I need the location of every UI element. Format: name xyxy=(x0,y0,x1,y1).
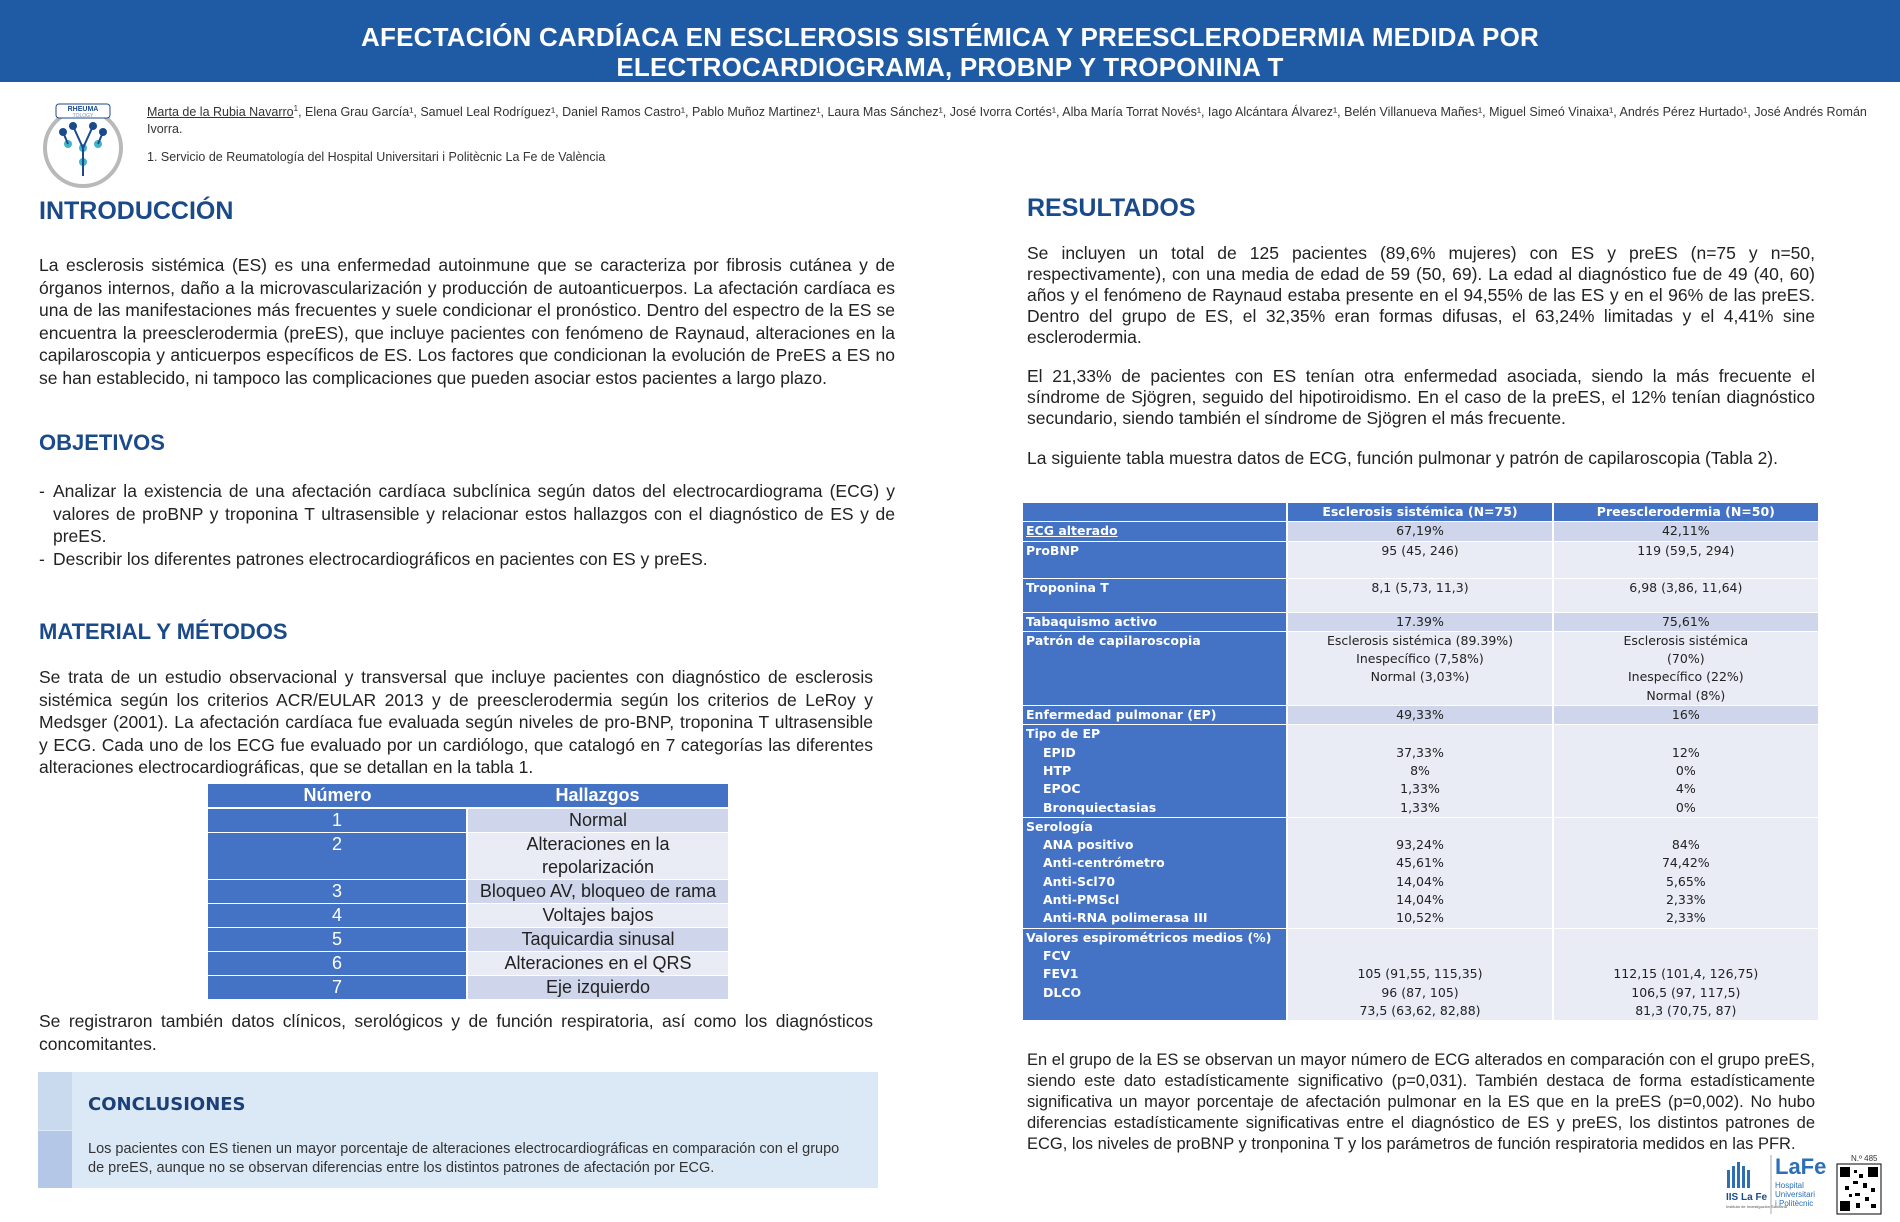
table2-label: Troponina T xyxy=(1023,578,1287,612)
table-2 xyxy=(1023,503,1818,1021)
table2-cell: 49,33% xyxy=(1287,706,1552,725)
results-paragraph-4: En el grupo de la ES se observan un mayor número de ECG alterados en comparación con el grupo preES, siendo este dato estadísticamente significativo (p=0,031). También destaca de forma estadísticamente significativa un mayor porcentaje de afectación pulmonar en la ES que en la preES (p=0,002). No hubo diferencias estadísticamente significativas entre el diagnóstico de ES y preES, los distintos patrones de ECG, los niveles de proBNP y tronponina T y los parámetros de función respiratoria medidos en las PFR. xyxy=(1027,1051,1815,1153)
conclusions-strip xyxy=(38,1131,72,1188)
serologia-sub: ANA positivo xyxy=(1043,837,1134,853)
table2-label: Tabaquismo activo xyxy=(1023,612,1287,631)
table2-cell: 119 (59,5, 294) xyxy=(1553,541,1818,578)
serologia-es: 14,04% xyxy=(1396,873,1444,889)
tipo-ep-sub: EPOC xyxy=(1043,781,1081,797)
table1-num: 1 xyxy=(208,808,467,833)
lafe-sub2: Universitari xyxy=(1775,1190,1816,1199)
serologia-pre: 2,33% xyxy=(1665,910,1706,926)
tipo-ep-es: 1,33% xyxy=(1400,781,1440,797)
logo-text-2: TOLOGY xyxy=(72,113,94,119)
results-paragraph-1: Se incluyen un total de 125 pacientes (89,6% mujeres) con ES y preES (n=75 y n=50, respectivamente), con una media de edad de 59 (50, 69). La edad al diagnóstico fue de 49 (40, 60) años y el fenómeno de Raynaud estaba presente en el 94,55% de las ES y en el 96% de las preES. Dentro del grupo de ES, el 32,35% eran formas difusas, el 63,24% limitadas y el 4,41% sine esclerodermia. xyxy=(1027,243,1815,347)
table2-cell xyxy=(1553,928,1818,1020)
capilar-pre-line: Inespecífico (22%) xyxy=(1627,669,1744,685)
espiro-title: Valores espirométricos medios (%) xyxy=(1026,929,1272,945)
affiliation: 1. Servicio de Reumatología del Hospital Universitari i Politècnic La Fe de València xyxy=(147,150,606,164)
table2-cell xyxy=(1287,631,1552,705)
table2-label xyxy=(1023,928,1287,1020)
table2-cell xyxy=(1553,725,1818,817)
espiro-sub: FEV1 xyxy=(1043,966,1079,982)
table2-label xyxy=(1023,725,1287,817)
table-row xyxy=(1023,725,1818,817)
tipo-ep-es: 8% xyxy=(1410,762,1430,778)
results-heading: RESULTADOS xyxy=(1027,194,1196,222)
table2-header-es: Esclerosis sistémica (N=75) xyxy=(1287,503,1552,522)
first-author: Marta de la Rubia Navarro xyxy=(147,105,294,120)
capilar-pre-line: Esclerosis sistémica xyxy=(1623,632,1749,648)
table2-cell: 95 (45, 246) xyxy=(1287,541,1552,578)
serologia-pre: 2,33% xyxy=(1665,892,1706,908)
serologia-title: Serología xyxy=(1026,818,1093,834)
table1-finding: Alteraciones en el QRS xyxy=(467,952,728,976)
table-row xyxy=(1023,578,1818,612)
tipo-ep-pre: 0% xyxy=(1675,799,1696,815)
other-authors: Elena Grau García¹, Samuel Leal Rodríguez¹, Daniel Ramos Castro¹, Pablo Muñoz Martinez¹, Laura Mas Sánchez¹, José Ivorra Cortés¹, Alba María Torrat Novés¹, Iago Alcántara Álvarez¹, Belén Villanueva Mañes¹, Miguel Simeó Vinaixa¹, Andrés Pérez Hurtado¹, José Andrés Román Ivorra. xyxy=(147,105,1867,137)
espiro-sub: DLCO xyxy=(1043,984,1082,1000)
table2-cell: 6,98 (3,86, 11,64) xyxy=(1553,578,1818,612)
table2-cell: 16% xyxy=(1553,706,1818,725)
table2-cell: 8,1 (5,73, 11,3) xyxy=(1287,578,1552,612)
lafe-sub3: i Politècnic xyxy=(1775,1199,1814,1208)
tipo-ep-sub: Bronquiectasias xyxy=(1043,799,1157,815)
table-row xyxy=(1023,541,1818,578)
table2-cell xyxy=(1287,725,1552,817)
table1-finding: Alteraciones en la repolarización xyxy=(467,833,728,880)
tipo-ep-pre: 12% xyxy=(1671,744,1700,760)
serologia-es: 14,04% xyxy=(1396,892,1444,908)
logo-text-1: RHEUMA xyxy=(67,106,99,113)
serologia-sub: Anti-Scl70 xyxy=(1043,873,1116,889)
iis-logo-text: IIS La Fe xyxy=(1726,1192,1768,1203)
capilar-pre-line: Normal (8%) xyxy=(1646,687,1726,703)
table-row xyxy=(208,904,728,928)
table2-cell xyxy=(1553,631,1818,705)
poster-header xyxy=(0,0,1900,82)
iis-logo-subtext: Instituto de Investigación Sanitaria xyxy=(1726,1204,1787,1209)
table-row xyxy=(208,808,728,833)
conclusions-heading: CONCLUSIONES xyxy=(88,1094,246,1115)
serologia-sub: Anti-PMScl xyxy=(1043,892,1120,908)
table2-label: Enfermedad pulmonar (EP) xyxy=(1023,706,1287,725)
tipo-ep-sub: EPID xyxy=(1043,744,1076,760)
poster-number: N.º 485 xyxy=(1851,1154,1878,1163)
table1-finding: Eje izquierdo xyxy=(467,976,728,1000)
conclusions-box xyxy=(38,1072,878,1188)
serologia-pre: 74,42% xyxy=(1661,855,1710,871)
espiro-pre: 81,3 (70,75, 87) xyxy=(1635,1002,1737,1018)
poster-title-line1: AFECTACIÓN CARDÍACA EN ESCLEROSIS SISTÉMICA Y PREESCLERODERMIA MEDIDA POR xyxy=(361,22,1539,52)
espiro-pre: 106,5 (97, 117,5) xyxy=(1631,984,1741,1000)
table2-cell: 67,19% xyxy=(1287,522,1552,541)
first-author-sup: 1 xyxy=(293,104,299,113)
espiro-es: 105 (91,55, 115,35) xyxy=(1357,966,1483,982)
table2-header-blank xyxy=(1023,503,1287,522)
table2-cell: 17.39% xyxy=(1287,612,1552,631)
table1-finding: Voltajes bajos xyxy=(467,904,728,928)
table-row xyxy=(1023,928,1818,1020)
methods-after-table: Se registraron también datos clínicos, serológicos y de función respiratoria, así como los diagnósticos concomitantes. xyxy=(39,1011,873,1054)
objectives-heading: OBJETIVOS xyxy=(39,430,165,455)
intro-text: La esclerosis sistémica (ES) es una enfermedad autoinmune que se caracteriza por fibrosis cutánea y de órganos internos, daño a la microvascularización y producción de autoanticuerpos. La afectación cardíaca es una de las manifestaciones más frecuentes y suele condicionar el pronóstico. Dentro del espectro de la ES se encuentra la preesclerodermia (preES), que incluye pacientes con fenómeno de Raynaud, alteraciones en la capilaroscopia y anticuerpos específicos de ES. Los factores que condicionan la evolución de PreES a ES no se han establecido, ni tampoco las complicaciones que pueden asociar estos pacientes a largo plazo. xyxy=(39,255,895,388)
table2-label: ECG alterado xyxy=(1023,522,1287,541)
serologia-es: 10,52% xyxy=(1396,910,1444,926)
serologia-sub: Anti-RNA polimerasa III xyxy=(1043,910,1208,926)
intro-heading: INTRODUCCIÓN xyxy=(39,197,234,225)
table2-cell: 75,61% xyxy=(1553,612,1818,631)
table-row xyxy=(208,976,728,1000)
table-row xyxy=(208,928,728,952)
rheumatology-logo xyxy=(38,100,128,190)
lafe-logo-text: LaFe xyxy=(1775,1154,1827,1179)
results-paragraph-2: El 21,33% de pacientes con ES tenían otra enfermedad asociada, siendo la más frecuente el síndrome de Sjögren, seguido del hipotiroidismo. En el caso de la preES, el 12% tenían diagnóstico secundario, siendo también el síndrome de Sjögren el más frecuente. xyxy=(1027,366,1815,428)
capilar-es-line: Normal (3,03%) xyxy=(1370,669,1470,685)
table2-cell xyxy=(1287,928,1552,1020)
table1-num: 5 xyxy=(208,928,467,952)
table1-num: 3 xyxy=(208,880,467,904)
table-row xyxy=(1023,706,1818,725)
table1-finding: Taquicardia sinusal xyxy=(467,928,728,952)
objective-item: - Describir los diferentes patrones electrocardiográficos en pacientes con ES y preES. xyxy=(39,548,895,571)
table-row xyxy=(1023,522,1818,541)
serologia-es: 93,24% xyxy=(1396,837,1444,853)
table1-header-numero: Número xyxy=(208,784,467,808)
tipo-ep-title: Tipo de EP xyxy=(1026,726,1101,742)
lafe-sub1: Hospital xyxy=(1775,1181,1804,1190)
table1-num: 7 xyxy=(208,976,467,1000)
espiro-sub: FCV xyxy=(1043,947,1071,963)
table-row xyxy=(208,952,728,976)
poster-title-line2: ELECTROCARDIOGRAMA, PROBNP Y TROPONINA T xyxy=(616,52,1284,82)
table2-label: ProBNP xyxy=(1023,541,1287,578)
authors-list: Marta de la Rubia Navarro$^1$, Elena Grau García¹, Samuel Leal Rodríguez¹, Daniel Ramos Castro¹, Pablo Muñoz Martinez¹, Laura Mas Sánchez¹, José Ivorra Cortés¹, Alba María Torrat Novés¹, Iago Alcántara Álvarez¹, Belén Villanueva Mañes¹, Miguel Simeó Vinaixa¹, Andrés Pérez Hurtado¹, José Andrés Román Ivorra. xyxy=(147,104,1867,137)
table2-label xyxy=(1023,817,1287,928)
table-row xyxy=(1023,631,1818,705)
table-row xyxy=(1023,817,1818,928)
capilar-es-line: Esclerosis sistémica (89.39%) xyxy=(1326,632,1514,648)
serologia-pre: 84% xyxy=(1671,837,1700,853)
espiro-es: 73,5 (63,62, 82,88) xyxy=(1359,1002,1481,1018)
table2-cell: 42,11% xyxy=(1553,522,1818,541)
methods-text: Se trata de un estudio observacional y transversal que incluye pacientes con diagnóstico de esclerosis sistémica según los criterios ACR/EULAR 2013 y de preesclerodermia según los criterios de LeRoy y Medsger (2001). La afectación cardíaca fue evaluada según niveles de pro-BNP, troponina T ultrasensible y ECG. Cada uno de los ECG fue evaluado por un cardiólogo, que catalogó en 7 categorías las diferentes alteraciones electrocardiográficas, que se detallan en la tabla 1. xyxy=(39,667,873,777)
table-row xyxy=(1023,612,1818,631)
objectives-list xyxy=(39,480,895,570)
conclusions-strip xyxy=(38,1072,72,1130)
serologia-es: 45,61% xyxy=(1396,855,1444,871)
tipo-ep-es: 1,33% xyxy=(1400,799,1440,815)
capilar-pre-line: (70%) xyxy=(1667,651,1705,667)
tipo-ep-es: 37,33% xyxy=(1396,744,1444,760)
tipo-ep-pre: 0% xyxy=(1675,762,1696,778)
table1-num: 6 xyxy=(208,952,467,976)
table-row xyxy=(208,880,728,904)
table2-header-pre: Preesclerodermia (N=50) xyxy=(1553,503,1818,522)
table2-cell xyxy=(1553,817,1818,928)
table-1 xyxy=(208,784,728,1000)
table1-header-hallazgos: Hallazgos xyxy=(467,784,728,808)
serologia-sub: Anti-centrómetro xyxy=(1043,855,1165,871)
table1-finding: Normal xyxy=(467,808,728,833)
results-paragraph-3: La siguiente tabla muestra datos de ECG, función pulmonar y patrón de capilaroscopia (Tabla 2). xyxy=(1027,448,1778,468)
tipo-ep-sub: HTP xyxy=(1043,762,1072,778)
methods-heading: MATERIAL Y MÉTODOS xyxy=(39,619,288,644)
conclusions-text: Los pacientes con ES tienen un mayor porcentaje de alteraciones electrocardiográficas en comparación con el grupo de preES, aunque no se observan diferencias entre los distintos patrones de afectación por ECG. xyxy=(88,1141,840,1176)
table1-finding: Bloqueo AV, bloqueo de rama xyxy=(467,880,728,904)
espiro-pre: 112,15 (101,4, 126,75) xyxy=(1613,966,1759,982)
table2-cell xyxy=(1287,817,1552,928)
espiro-es: 96 (87, 105) xyxy=(1381,984,1459,1000)
table2-label: Patrón de capilaroscopia xyxy=(1023,631,1287,705)
table1-num: 2 xyxy=(208,833,467,880)
objective-item: - Analizar la existencia de una afectación cardíaca subclínica según datos del electrocardiograma (ECG) y valores de proBNP y troponina T ultrasensible y relacionar estos hallazgos con el diagnóstico de ES y de preES. xyxy=(39,480,895,548)
table1-num: 4 xyxy=(208,904,467,928)
serologia-pre: 5,65% xyxy=(1665,873,1706,889)
table-row xyxy=(208,833,728,880)
tipo-ep-pre: 4% xyxy=(1675,781,1696,797)
capilar-es-line: Inespecífico (7,58%) xyxy=(1356,651,1484,667)
